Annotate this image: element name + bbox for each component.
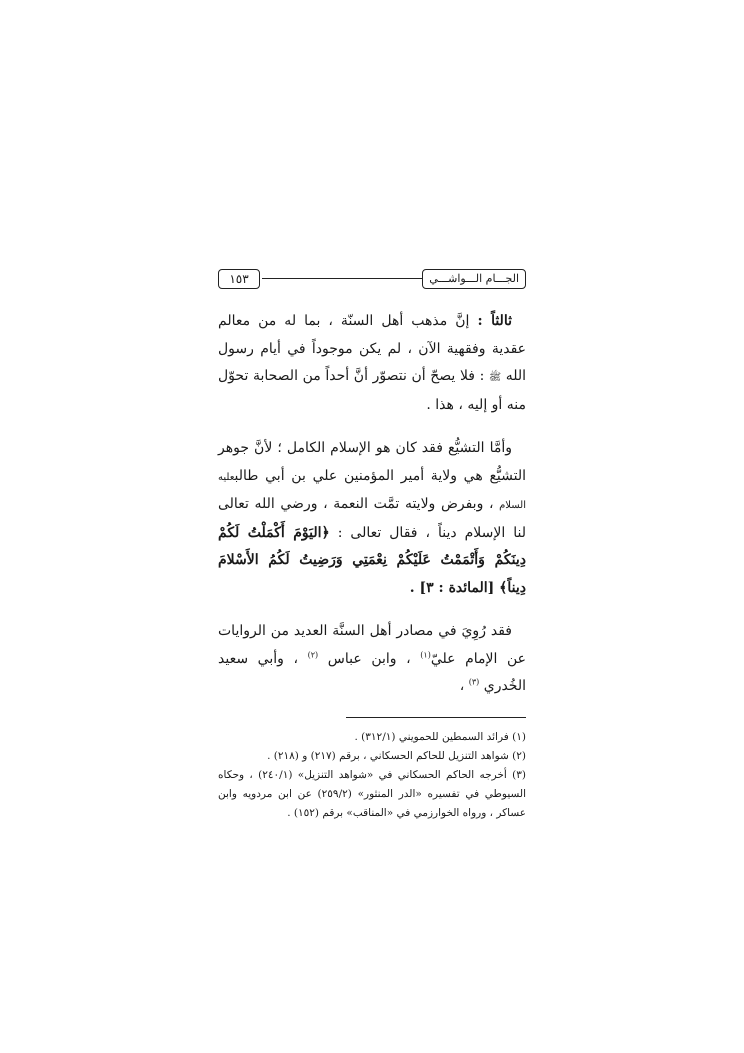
paragraph-narrations <box>218 618 526 701</box>
footnote-number: (٣) <box>512 768 527 781</box>
paragraph-text: إنَّ مذهب أهل السنّة ، بما له من معالم عقدية وفقهية الآن ، لم يكن موجوداً في أيام رسول الله <box>218 313 527 384</box>
main-text <box>218 308 526 701</box>
paragraph-text: وأمَّا التشيُّع فقد كان هو الإسلام الكامل ؛ لأنَّ جوهر التشيُّع هي ولاية أمير المؤمنين علي بن أبي طالب <box>218 440 526 484</box>
paragraph-third-point <box>218 308 526 419</box>
footnote-marker[interactable]: (٣) <box>468 677 480 687</box>
book-page <box>218 268 526 823</box>
honorific-glyph: عليه السلام <box>218 471 526 511</box>
paragraph-text: ، وأبي سعيد الخُدري <box>218 650 526 694</box>
verse-reference: [المائدة : ٣] . <box>409 579 500 596</box>
paragraph-text: فقد رُوِيَ في مصادر أهل السنَّة العديد من الروايات عن الإمام عليّ <box>218 623 526 667</box>
quran-verse: ﴿اليَوْمَ أَكْمَلْتُ لَكُمْ دِينَكُمْ وَأَتْمَمْتُ عَلَيْكُمْ نِعْمَتِي وَرَضِيتُ لَكُمُ الأَسْلامَ دِيناً﴾ <box>218 524 526 596</box>
paragraph-text: ، <box>459 678 469 694</box>
book-title: الجـــام الـــواشـــي <box>422 269 526 289</box>
running-header <box>218 268 526 290</box>
footnote-number: (١) <box>512 730 526 743</box>
footnote-1 <box>218 728 526 747</box>
footnote-text: فرائد السمطين للحمويني (٣١٢/١) . <box>354 730 509 743</box>
paragraph-tashayyu <box>218 435 526 602</box>
footnote-number: (٢) <box>512 749 526 762</box>
paragraph-text-tail: : فلا يصحّ أن نتصوّر أنَّ أحداً من الصحابة تحوّل منه أو إليه ، هذا . <box>218 368 526 413</box>
paragraph-lead: ثالثاً : <box>477 313 512 329</box>
footnote-marker[interactable]: (١) <box>420 649 431 659</box>
header-rule <box>262 278 422 279</box>
footnote-marker[interactable]: (٢) <box>307 649 319 659</box>
paragraph-text: ، وابن عباس <box>318 650 421 667</box>
footnote-text: شواهد التنزيل للحاكم الحسكاني ، برقم (٢١٧) و (٢١٨) . <box>267 749 509 762</box>
footnote-separator <box>346 717 526 718</box>
footnotes <box>218 728 526 823</box>
honorific-glyph: ﷺ <box>488 372 502 383</box>
footnote-2 <box>218 747 526 766</box>
paragraph-text-mid: ، وبفرض ولايته تمَّت النعمة ، ورضي الله تعالى لنا الإسلام ديناً ، فقال تعالى : <box>218 496 527 541</box>
page-number: ١٥٣ <box>218 269 260 289</box>
footnote-3 <box>218 766 526 823</box>
footnote-text: أخرجه الحاكم الحسكاني في «شواهد التنزيل» (٢٤٠/١) ، وحكاه السيوطي في تفسيره «الدر المنثور» (٢٥٩/٢) عن ابن مردويه وابن عساكر ، ورواه الخوارزمي في «المناقب» برقم (١٥٢) . <box>218 768 526 819</box>
